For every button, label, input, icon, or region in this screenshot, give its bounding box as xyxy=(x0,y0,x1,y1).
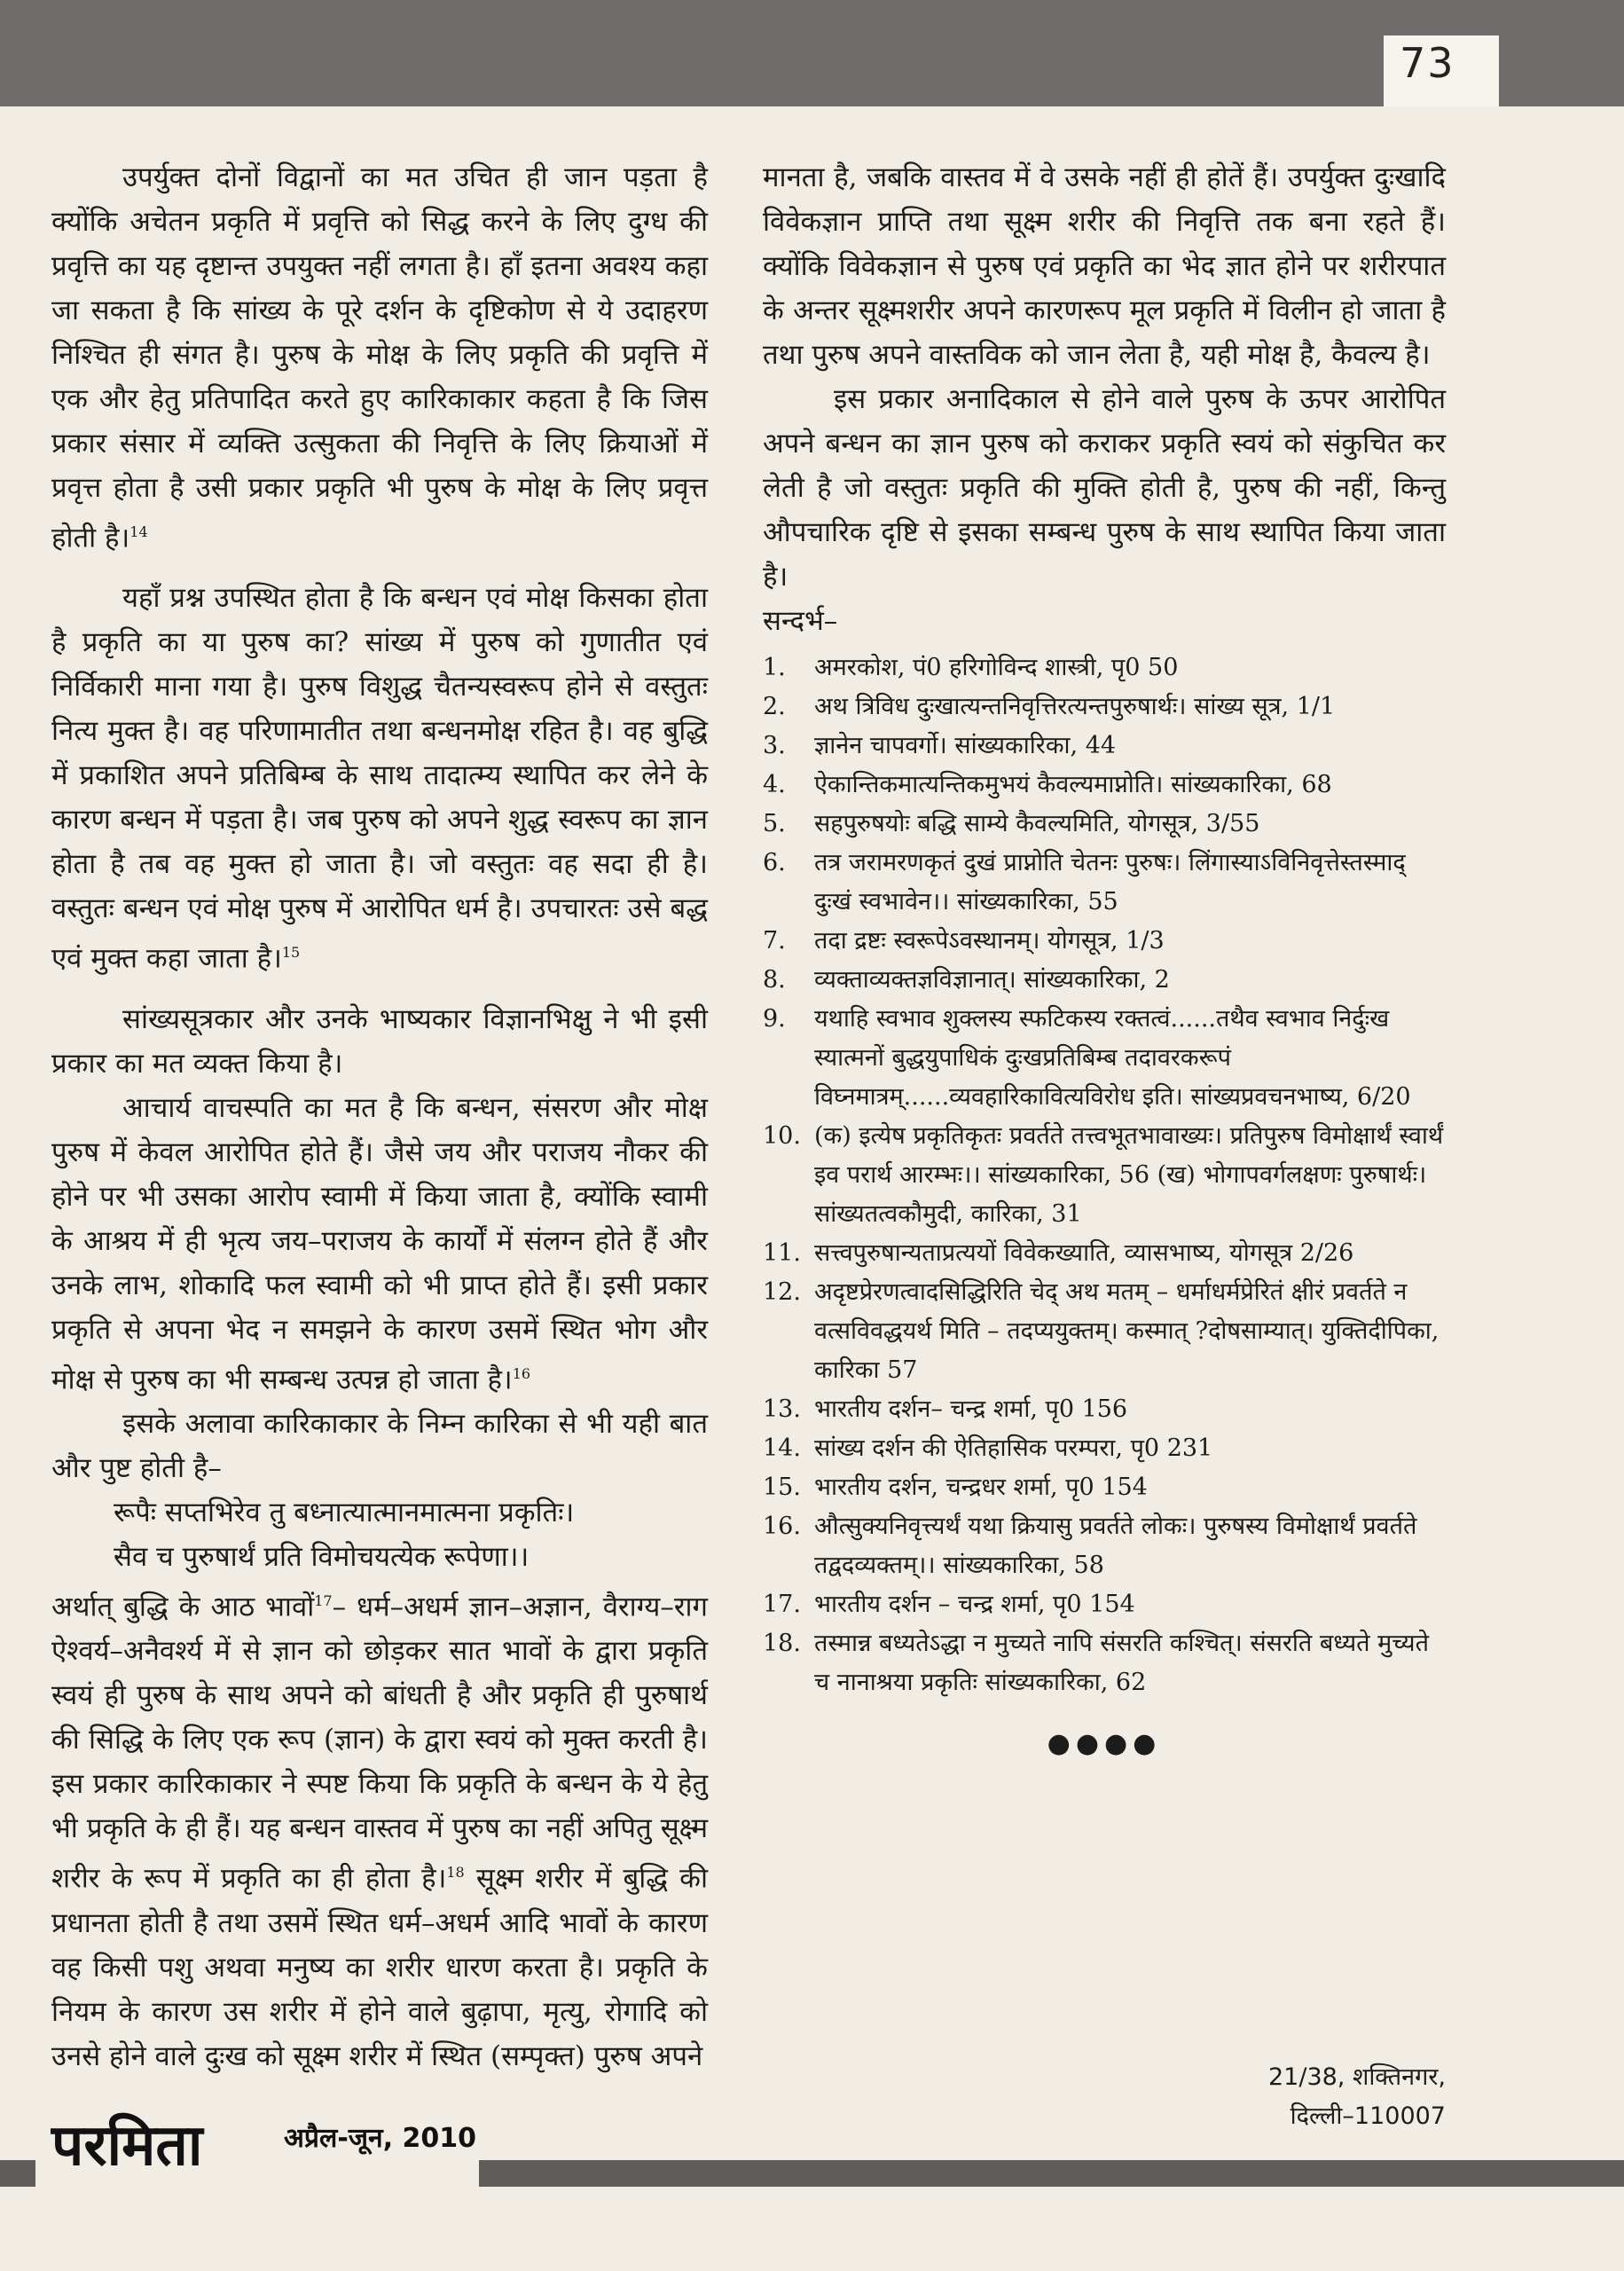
section-separator: ●●●● xyxy=(1047,1728,1162,1759)
reference-item xyxy=(763,1273,1446,1390)
reference-item xyxy=(763,1429,1446,1468)
footnote-marker: 17 xyxy=(314,1591,333,1609)
paragraph-text: सूक्ष्म शरीर में बुद्धि की प्रधानता होती है तथा उसमें स्थित धर्म–अधर्म आदि भावों के कारण वह किसी पशु अथवा मनुष्य का शरीर धारण करता है। प्रकृति के नियम के कारण उस शरीर में होने वाले बुढ़ापा, मृत्यु, रोगादि को उनसे होने वाले दुःख को सूक्ष्म शरीर में स्थित (सम्पृक्त) पुरुष अपने xyxy=(51,1862,708,2072)
paragraph xyxy=(51,1086,708,1402)
paragraph-text: यहाँ प्रश्न उपस्थित होता है कि बन्धन एवं मोक्ष किसका होता है प्रकृति का या पुरुष का? सांख्य में पुरुष को गुणातीत एवं निर्विकारी माना गया है। पुरुष विशुद्ध चैतन्यस्वरूप होने से वस्तुतः नित्य मुक्त है। वह परिणामातीत तथा बन्धनमोक्ष रहित है। वह बुद्धि में प्रकाशित अपने प्रतिबिम्ब के साथ तादात्म्य स्थापित कर लेने के कारण बन्धन में पड़ता है। जब पुरुष को अपने शुद्ध स्वरूप का ज्ञान होता है तब वह मुक्त हो जाता है। जो वस्तुतः वह सदा ही है। वस्तुतः बन्धन एवं मोक्ष पुरुष में आरोपित धर्म है। उपचारतः उसे बद्ध एवं मुक्त कहा जाता है। xyxy=(51,582,708,975)
verse-line: रूपैः सप्तभिरेव तु बध्नात्यात्मानमात्मना प्रकृतिः। xyxy=(114,1496,575,1528)
reference-item xyxy=(763,688,1446,727)
footnote-marker: 18 xyxy=(446,1864,465,1882)
reference-text: भारतीय दर्शन, चन्द्रधर शर्मा, पृ0 154 xyxy=(814,1473,1148,1501)
reference-item xyxy=(763,766,1446,805)
reference-number: 13. xyxy=(763,1395,801,1423)
reference-text: अमरकोश, पं0 हरिगोविन्द शास्त्री, पृ0 50 xyxy=(814,654,1179,681)
reference-item xyxy=(763,922,1446,961)
reference-text: भारतीय दर्शन – चन्द्र शर्मा, पृ0 154 xyxy=(814,1591,1135,1618)
reference-number: 6. xyxy=(763,849,786,876)
reference-number: 14. xyxy=(763,1434,801,1462)
reference-text: सहपुरुषयोः बद्धि साम्ये कैवल्यमिति, योगसूत्र, 3/55 xyxy=(814,810,1260,837)
footnote-marker: 16 xyxy=(512,1364,531,1382)
reference-item xyxy=(763,1585,1446,1624)
reference-number: 16. xyxy=(763,1513,801,1540)
reference-number: 11. xyxy=(763,1239,801,1267)
reference-number: 17. xyxy=(763,1591,801,1618)
reference-number: 1. xyxy=(763,654,786,681)
reference-item xyxy=(763,805,1446,844)
paragraph-text: अर्थात् बुद्धि के आठ भावों xyxy=(51,1591,315,1623)
reference-item xyxy=(763,648,1446,688)
reference-text: व्यक्ताव्यक्तज्ञविज्ञानात्। सांख्यकारिका, 2 xyxy=(814,966,1170,994)
references-heading: सन्दर्भ– xyxy=(763,605,838,637)
reference-text: ऐकान्तिकमात्यन्तिकमुभयं कैवल्यमाप्नोति। सांख्यकारिका, 68 xyxy=(814,771,1332,798)
reference-text: यथाहि स्वभाव शुक्लस्य स्फटिकस्य रक्तत्वं......तथैव स्वभाव निर्दुःख स्यात्मनों बुद्धयुपाधिकं दुःखप्रतिबिम्ब तदावरकरूपं विघ्नमात्रम्......व्यवहारिकावित्यविरोध इति। सांख्यप्रवचनभाष्य, 6/20 xyxy=(814,1005,1411,1111)
reference-item xyxy=(763,727,1446,766)
reference-text: तत्र जरामरणकृतं दुखं प्राप्नोति चेतनः पुरुषः। लिंगास्याऽविनिवृत्तेस्तस्माद् दुःखं स्वभावेन।। सांख्यकारिका, 55 xyxy=(814,849,1406,915)
right-column xyxy=(763,155,1446,1766)
paragraph xyxy=(51,576,708,980)
reference-item xyxy=(763,1000,1446,1117)
reference-text: सांख्य दर्शन की ऐतिहासिक परम्परा, पृ0 231 xyxy=(814,1434,1213,1462)
references-list xyxy=(763,648,1446,1702)
footnote-marker: 14 xyxy=(129,523,148,540)
reference-item xyxy=(763,1234,1446,1273)
reference-item xyxy=(763,844,1446,922)
reference-number: 5. xyxy=(763,810,786,837)
reference-item xyxy=(763,1117,1446,1234)
paragraph: सांख्यसूत्रकार और उनके भाष्यकार विज्ञानभिक्षु ने भी इसी प्रकार का मत व्यक्त किया है। xyxy=(51,1002,708,1080)
issue-date: अप्रैल-जून, 2010 xyxy=(284,2123,477,2154)
reference-text: ज्ञानेन चापवर्गो। सांख्यकारिका, 44 xyxy=(814,732,1117,759)
reference-number: 12. xyxy=(763,1278,801,1306)
header-band xyxy=(0,0,1624,106)
reference-number: 10. xyxy=(763,1122,801,1150)
reference-text: औत्सुक्यनिवृत्त्यर्थं यथा क्रियासु प्रवर्तते लोकः। पुरुषस्य विमोक्षार्थं प्रवर्तते तद्वदव्यक्तम्।। सांख्यकारिका, 58 xyxy=(814,1513,1417,1579)
paragraph: इस प्रकार अनादिकाल से होने वाले पुरुष के ऊपर आरोपित अपने बन्धन का ज्ञान पुरुष को कराकर प्रकृति स्वयं को संकुचित कर लेती है जो वस्तुतः प्रकृति की मुक्ति होती है, पुरुष की नहीं, किन्तु औपचारिक दृष्टि से इसका सम्बन्ध पुरुष के साथ स्थापित किया जाता है। xyxy=(763,383,1446,593)
reference-text: अदृष्टप्रेरणत्वादसिद्धिरिति चेद् अथ मतम् – धर्माधर्मप्रेरितं क्षीरं प्रवर्तते न वत्सविवद्धयर्थ मिति – तदप्ययुक्तम्। कस्मात् ?दोषसाम्यात्। युक्तिदीपिका, कारिका 57 xyxy=(814,1278,1440,1384)
reference-text: तदा द्रष्टः स्वरूपेऽवस्थानम्। योगसूत्र, 1/3 xyxy=(814,927,1165,955)
verse-line: सैव च पुरुषार्थं प्रति विमोचयत्येक रूपेणा।। xyxy=(114,1540,530,1573)
paragraph-text: – धर्म–अधर्म ज्ञान–अज्ञान, वैराग्य–राग ऐश्वर्य–अनैवर्श्य में से ज्ञान को छोड़कर सात भावों के द्वारा प्रकृति स्वयं ही पुरुष के साथ अपने को बांधती है और प्रकृति ही पुरुषार्थ की सिद्धि के लिए एक रूप (ज्ञान) के द्वारा स्वयं को मुक्त करती है। इस प्रकार कारिकाकार ने स्पष्ट किया कि प्रकृति के बन्धन के ये हेतु भी प्रकृति के ही हैं। यह बन्धन वास्तव में पुरुष का नहीं अपितु सूक्ष्म शरीर के रूप में प्रकृति का ही होता है। xyxy=(51,1591,708,1895)
magazine-logo: परमिता xyxy=(51,2113,203,2179)
reference-number: 9. xyxy=(763,1005,786,1033)
paragraph xyxy=(51,155,708,560)
paragraph: इसके अलावा कारिकाकार के निम्न कारिका से भी यही बात और पुष्ट होती है– xyxy=(51,1407,708,1484)
left-column xyxy=(51,155,708,2078)
address-line: 21/38, शक्तिनगर, xyxy=(1267,2063,1446,2091)
reference-item xyxy=(763,1507,1446,1585)
reference-item xyxy=(763,1468,1446,1507)
paragraph-text: आचार्य वाचस्पति का मत है कि बन्धन, संसरण और मोक्ष पुरुष में केवल आरोपित होते हैं। जैसे जय और पराजय नौकर की होने पर भी उसका आरोप स्वामी में किया जाता है, क्योंकि स्वामी के आश्रय में ही भृत्य जय–पराजय के कार्यों में संलग्न होते हैं और उनके लाभ, शोकादि फल स्वामी को भी प्राप्त होते हैं। इसी प्रकार प्रकृति से अपना भेद न समझने के कारण उसमें स्थित भोग और मोक्ष से पुरुष का भी सम्बन्ध उत्पन्न हो जाता है। xyxy=(51,1091,708,1395)
page-number: 73 xyxy=(1400,39,1455,87)
reference-text: (क) इत्येष प्रकृतिकृतः प्रवर्तते तत्त्वभूतभावाख्यः। प्रतिपुरुष विमोक्षार्थं स्वार्थं इव परार्थ आरम्भः।। सांख्यकारिका, 56 (ख) भोगापवर्गलक्षणः पुरुषार्थः। सांख्यतत्वकौमुदी, कारिका, 31 xyxy=(814,1122,1444,1228)
reference-text: सत्त्वपुरुषान्यताप्रत्ययों विवेकख्याति, व्यासभाष्य, योगसूत्र 2/26 xyxy=(814,1239,1354,1267)
reference-text: तस्मान्न बध्यतेऽद्धा न मुच्यते नापि संसरति कश्चित्। संसरति बध्यते मुच्यते च नानाश्रया प्रकृतिः सांख्यकारिका, 62 xyxy=(814,1630,1429,1696)
footnote-marker: 15 xyxy=(281,944,301,962)
reference-number: 18. xyxy=(763,1630,801,1657)
address-line: दिल्ली–110007 xyxy=(1290,2102,1446,2130)
reference-text: अथ त्रिविध दुःखात्यन्तनिवृत्तिरत्यन्तपुरुषार्थः। सांख्य सूत्र, 1/1 xyxy=(814,693,1336,720)
reference-number: 4. xyxy=(763,771,786,798)
paragraph: मानता है, जबकि वास्तव में वे उसके नहीं ही होतें हैं। उपर्युक्त दुःखादि विवेकज्ञान प्राप्ति तथा सूक्ष्म शरीर की निवृत्ति तक बना रहते हैं। क्योंकि विवेकज्ञान से पुरुष एवं प्रकृति का भेद ज्ञात होने पर शरीरपात के अन्तर सूक्ष्मशरीर अपने कारणरूप मूल प्रकृति में विलीन हो जाता है तथा पुरुष अपने वास्तविक को जान लेता है, यही मोक्ष है, कैवल्य है। xyxy=(763,161,1446,371)
paragraph xyxy=(51,1579,708,2078)
reference-number: 7. xyxy=(763,927,786,955)
reference-number: 15. xyxy=(763,1473,801,1501)
reference-text: भारतीय दर्शन– चन्द्र शर्मा, पृ0 156 xyxy=(814,1395,1128,1423)
author-address xyxy=(1109,2058,1446,2136)
reference-number: 8. xyxy=(763,966,786,994)
paragraph-text: उपर्युक्त दोनों विद्वानों का मत उचित ही जान पड़ता है क्योंकि अचेतन प्रकृति में प्रवृत्ति को सिद्ध करने के लिए दुग्ध की प्रवृत्ति का यह दृष्टान्त उपयुक्त नहीं लगता है। हाँ इतना अवश्य कहा जा सकता है कि सांख्य के पूरे दर्शन के दृष्टिकोण से ये उदाहरण निश्चित ही संगत है। पुरुष के मोक्ष के लिए प्रकृति की प्रवृत्ति में एक और हेतु प्रतिपादित करते हुए कारिकाकार कहता है कि जिस प्रकार संसार में व्यक्ति उत्सुकता की निवृत्ति के लिए क्रियाओं में प्रवृत्त होता है उसी प्रकार प्रकृति भी पुरुष के मोक्ष के लिए प्रवृत्त होती है। xyxy=(51,161,708,554)
reference-number: 2. xyxy=(763,693,786,720)
reference-item xyxy=(763,1390,1446,1429)
reference-number: 3. xyxy=(763,732,786,759)
reference-item xyxy=(763,961,1446,1000)
reference-item xyxy=(763,1624,1446,1702)
